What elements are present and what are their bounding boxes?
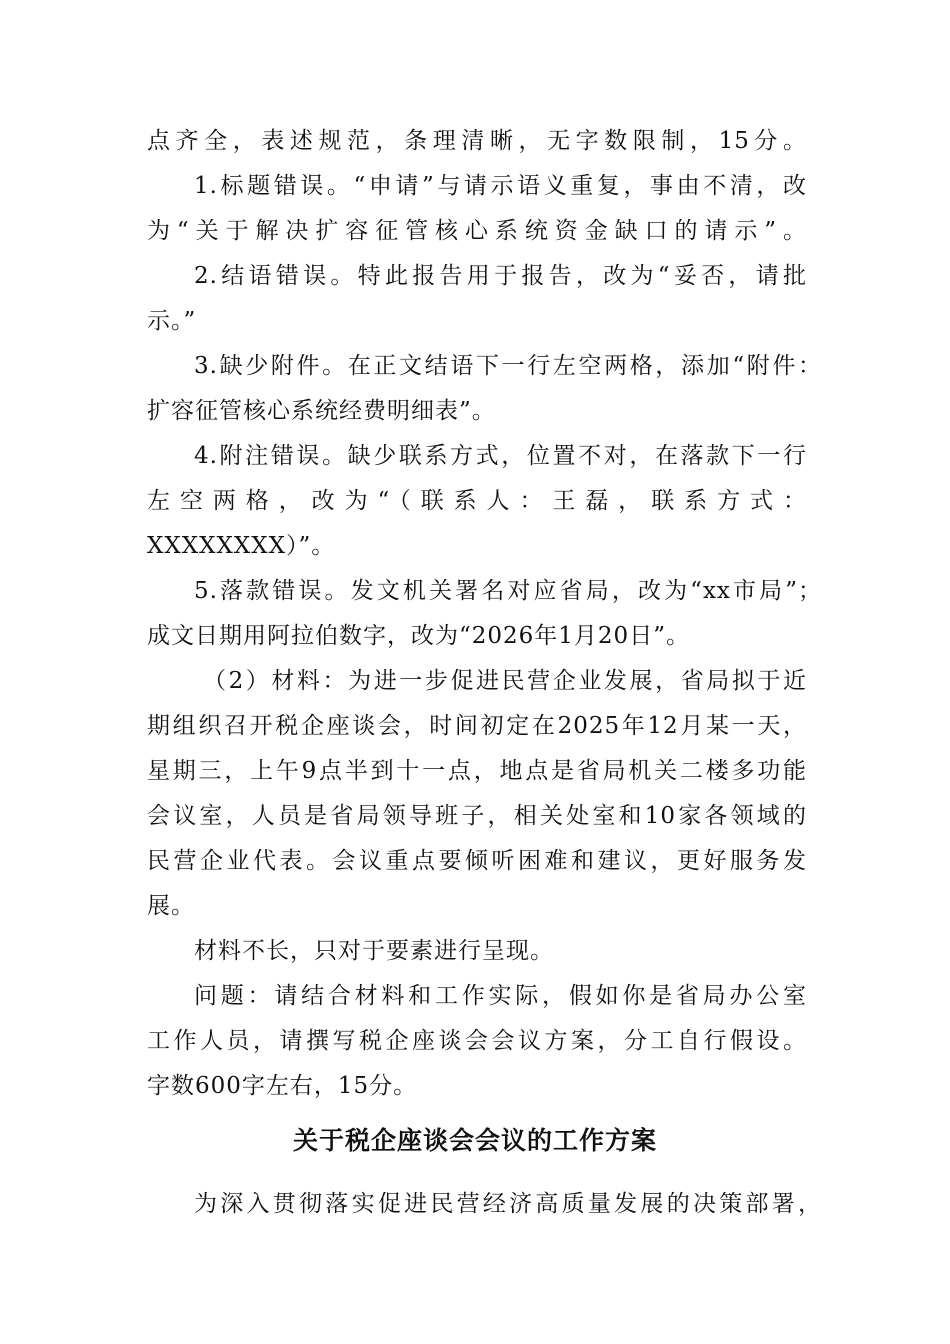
body-line: XXXXXXXX）”。	[147, 533, 336, 559]
body-line: 工作人员，请撰写税企座谈会会议方案，分工自行假设。	[147, 1028, 807, 1054]
body-line: 字数600字左右，15分。	[147, 1073, 418, 1099]
body-line: 点齐全，表述规范，条理清晰，无字数限制，15分。	[147, 128, 807, 154]
section-heading: 关于税企座谈会会议的工作方案	[292, 1126, 657, 1155]
body-line: 4.附注错误。缺少联系方式，位置不对，在落款下一行	[194, 443, 807, 469]
body-line: 问题：请结合材料和工作实际，假如你是省局办公室	[194, 983, 807, 1009]
body-line: 左空两格，改为“（联系人：王磊，联系方式：	[147, 488, 807, 514]
body-line: 2.结语错误。特此报告用于报告，改为“妥否，请批	[194, 263, 807, 289]
body-line: 为“关于解决扩容征管核心系统资金缺口的请示”。	[147, 218, 807, 244]
body-line: 示。”	[147, 308, 197, 334]
body-line: 扩容征管核心系统经费明细表”。	[147, 398, 496, 424]
body-line: 3.缺少附件。在正文结语下一行左空两格，添加“附件：	[194, 353, 822, 379]
body-line: 星期三，上午9点半到十一点，地点是省局机关二楼多功能	[147, 758, 807, 784]
body-line: 1.标题错误。“申请”与请示语义重复，事由不清，改	[194, 173, 807, 199]
body-line: （2）材料：为进一步促进民营企业发展，省局拟于近	[203, 668, 807, 694]
body-line: 为深入贯彻落实促进民营经济高质量发展的决策部署，	[194, 1191, 822, 1217]
body-line: 5.落款错误。发文机关署名对应省局，改为“xx市局”；	[194, 578, 822, 604]
body-line: 会议室，人员是省局领导班子，相关处室和10家各领域的	[147, 803, 807, 829]
body-line: 民营企业代表。会议重点要倾听困难和建议，更好服务发	[147, 848, 807, 874]
body-line: 展。	[147, 893, 195, 919]
body-line: 材料不长，只对于要素进行呈现。	[194, 938, 554, 964]
body-line: 期组织召开税企座谈会，时间初定在2025年12月某一天，	[147, 713, 807, 739]
body-line: 成文日期用阿拉伯数字，改为“2026年1月20日”。	[147, 623, 690, 649]
